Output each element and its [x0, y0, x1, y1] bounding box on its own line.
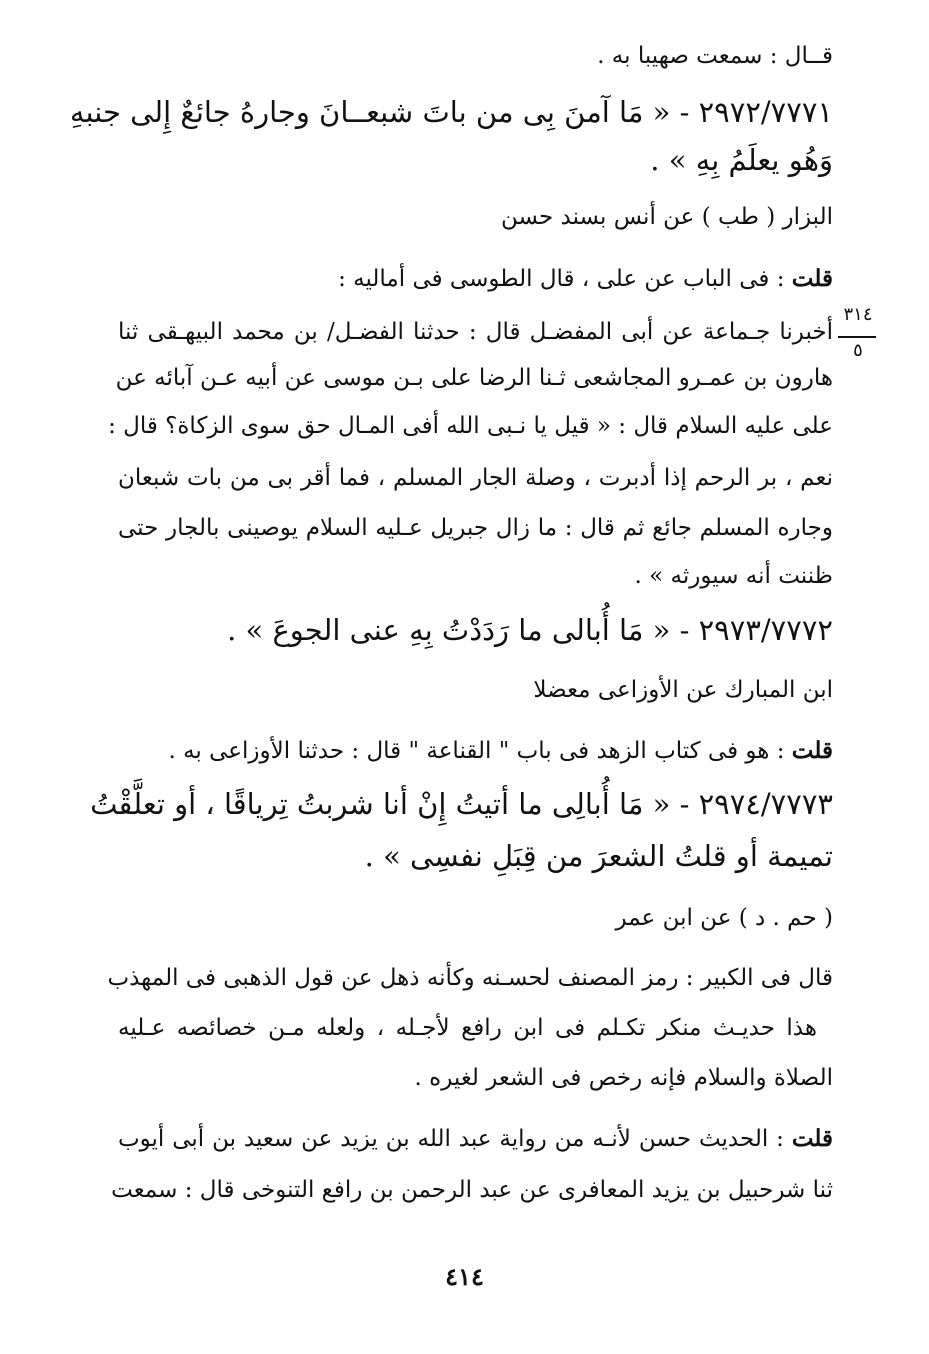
qult-label: قلت	[791, 1125, 834, 1152]
hadith-2972-line-1: ٢٩٧٢/٧٧٧١ - « مَا آمنَ بِى من باتَ شبعــانَ وجارهُ جائعٌ إِلى جنبهِ	[69, 95, 833, 129]
hadith-2974-line-2: تميمة أو قلتُ الشعرَ من قِبَلِ نفسِى » .	[364, 839, 833, 873]
hadith-2972-line-2: وَهُو يعلَمُ بِهِ » .	[650, 143, 833, 177]
hadith-2973: ٢٩٧٣/٧٧٧٢ - « مَا أُبالى ما رَدَدْتُ بِهِ عنى الجوعَ » .	[227, 613, 833, 647]
margin-line-ref: ٥	[853, 340, 863, 361]
source-line-2972: البزار ( طب ) عن أنس بسند حسن	[500, 204, 833, 230]
narration-line-4: نعم ، بر الرحم إذا أدبرت ، وصلة الجار المسلم ، فما أقر بى من بات شبعان	[118, 465, 833, 491]
narration-line-6: ظننت أنه سيورثه » .	[634, 563, 833, 589]
page-number: ٤١٤	[445, 1262, 484, 1291]
narration-line-3: على عليه السلام قال : « قيل يا نـبى الله أفى المـال حق سوى الزكاة؟ قال :	[108, 413, 833, 439]
source-line-2974: ( حم . د ) عن ابن عمر	[615, 905, 833, 931]
text-line-1: قــال : سمعت صهيبا به .	[597, 43, 833, 69]
qult-label: قلت	[791, 265, 833, 292]
margin-page-ref: ٣١٤	[843, 304, 873, 325]
narration-line-5: وجاره المسلم جائع ثم قال : ما زال جبريل عـليه السلام يوصينى بالجار حتى	[118, 515, 833, 541]
hadith-2974-line-1: ٢٩٧٤/٧٧٧٣ - « مَا أُبالِى ما أتيتُ إِنْ أنا شربتُ تِرياقًا ، أو تعلَّقْتُ	[90, 787, 833, 821]
comment-line-3: قلت : الحديث حسن لأنـه من رواية عبد الله بن يزيد عن سعيد بن أبى أيوب	[118, 1125, 834, 1152]
narration-line-1: أخبرنا جـماعة عن أبى المفضـل قال : حدثنا الفضـل/ بن محمد البيهـقى ثنا	[118, 319, 833, 345]
narration-line-2: هارون بن عمـرو المجاشعى ثـنا الرضا على بـن موسى عن أبيه عـن آبائه عن	[115, 365, 833, 391]
commentary-line-2: هذا حديـث منكر تكـلم فى ابن رافع لأجـله ، ولعله مـن خصائصه عـليه	[118, 1015, 817, 1041]
commentary-line-3: الصلاة والسلام فإنه رخص فى الشعر لغيره .	[414, 1065, 833, 1091]
source-line-2973: ابن المبارك عن الأوزاعى معضلا	[533, 677, 833, 703]
comment-line-4: ثنا شرحبيل بن يزيد المعافرى عن عبد الرحمن بن رافع التنوخى قال : سمعت	[111, 1177, 833, 1203]
commentary-line-1: قال فى الكبير : رمز المصنف لحسـنه وكأنه ذهل عن قول الذهبى فى المهذب	[107, 965, 833, 991]
qult-label: قلت	[791, 737, 833, 764]
comment-line-1: قلت : فى الباب عن على ، قال الطوسى فى أماليه :	[338, 265, 833, 292]
comment-line-2: قلت : هو فى كتاب الزهد فى باب " القناعة " قال : حدثنا الأوزاعى به .	[168, 737, 833, 764]
margin-rule	[838, 336, 876, 338]
